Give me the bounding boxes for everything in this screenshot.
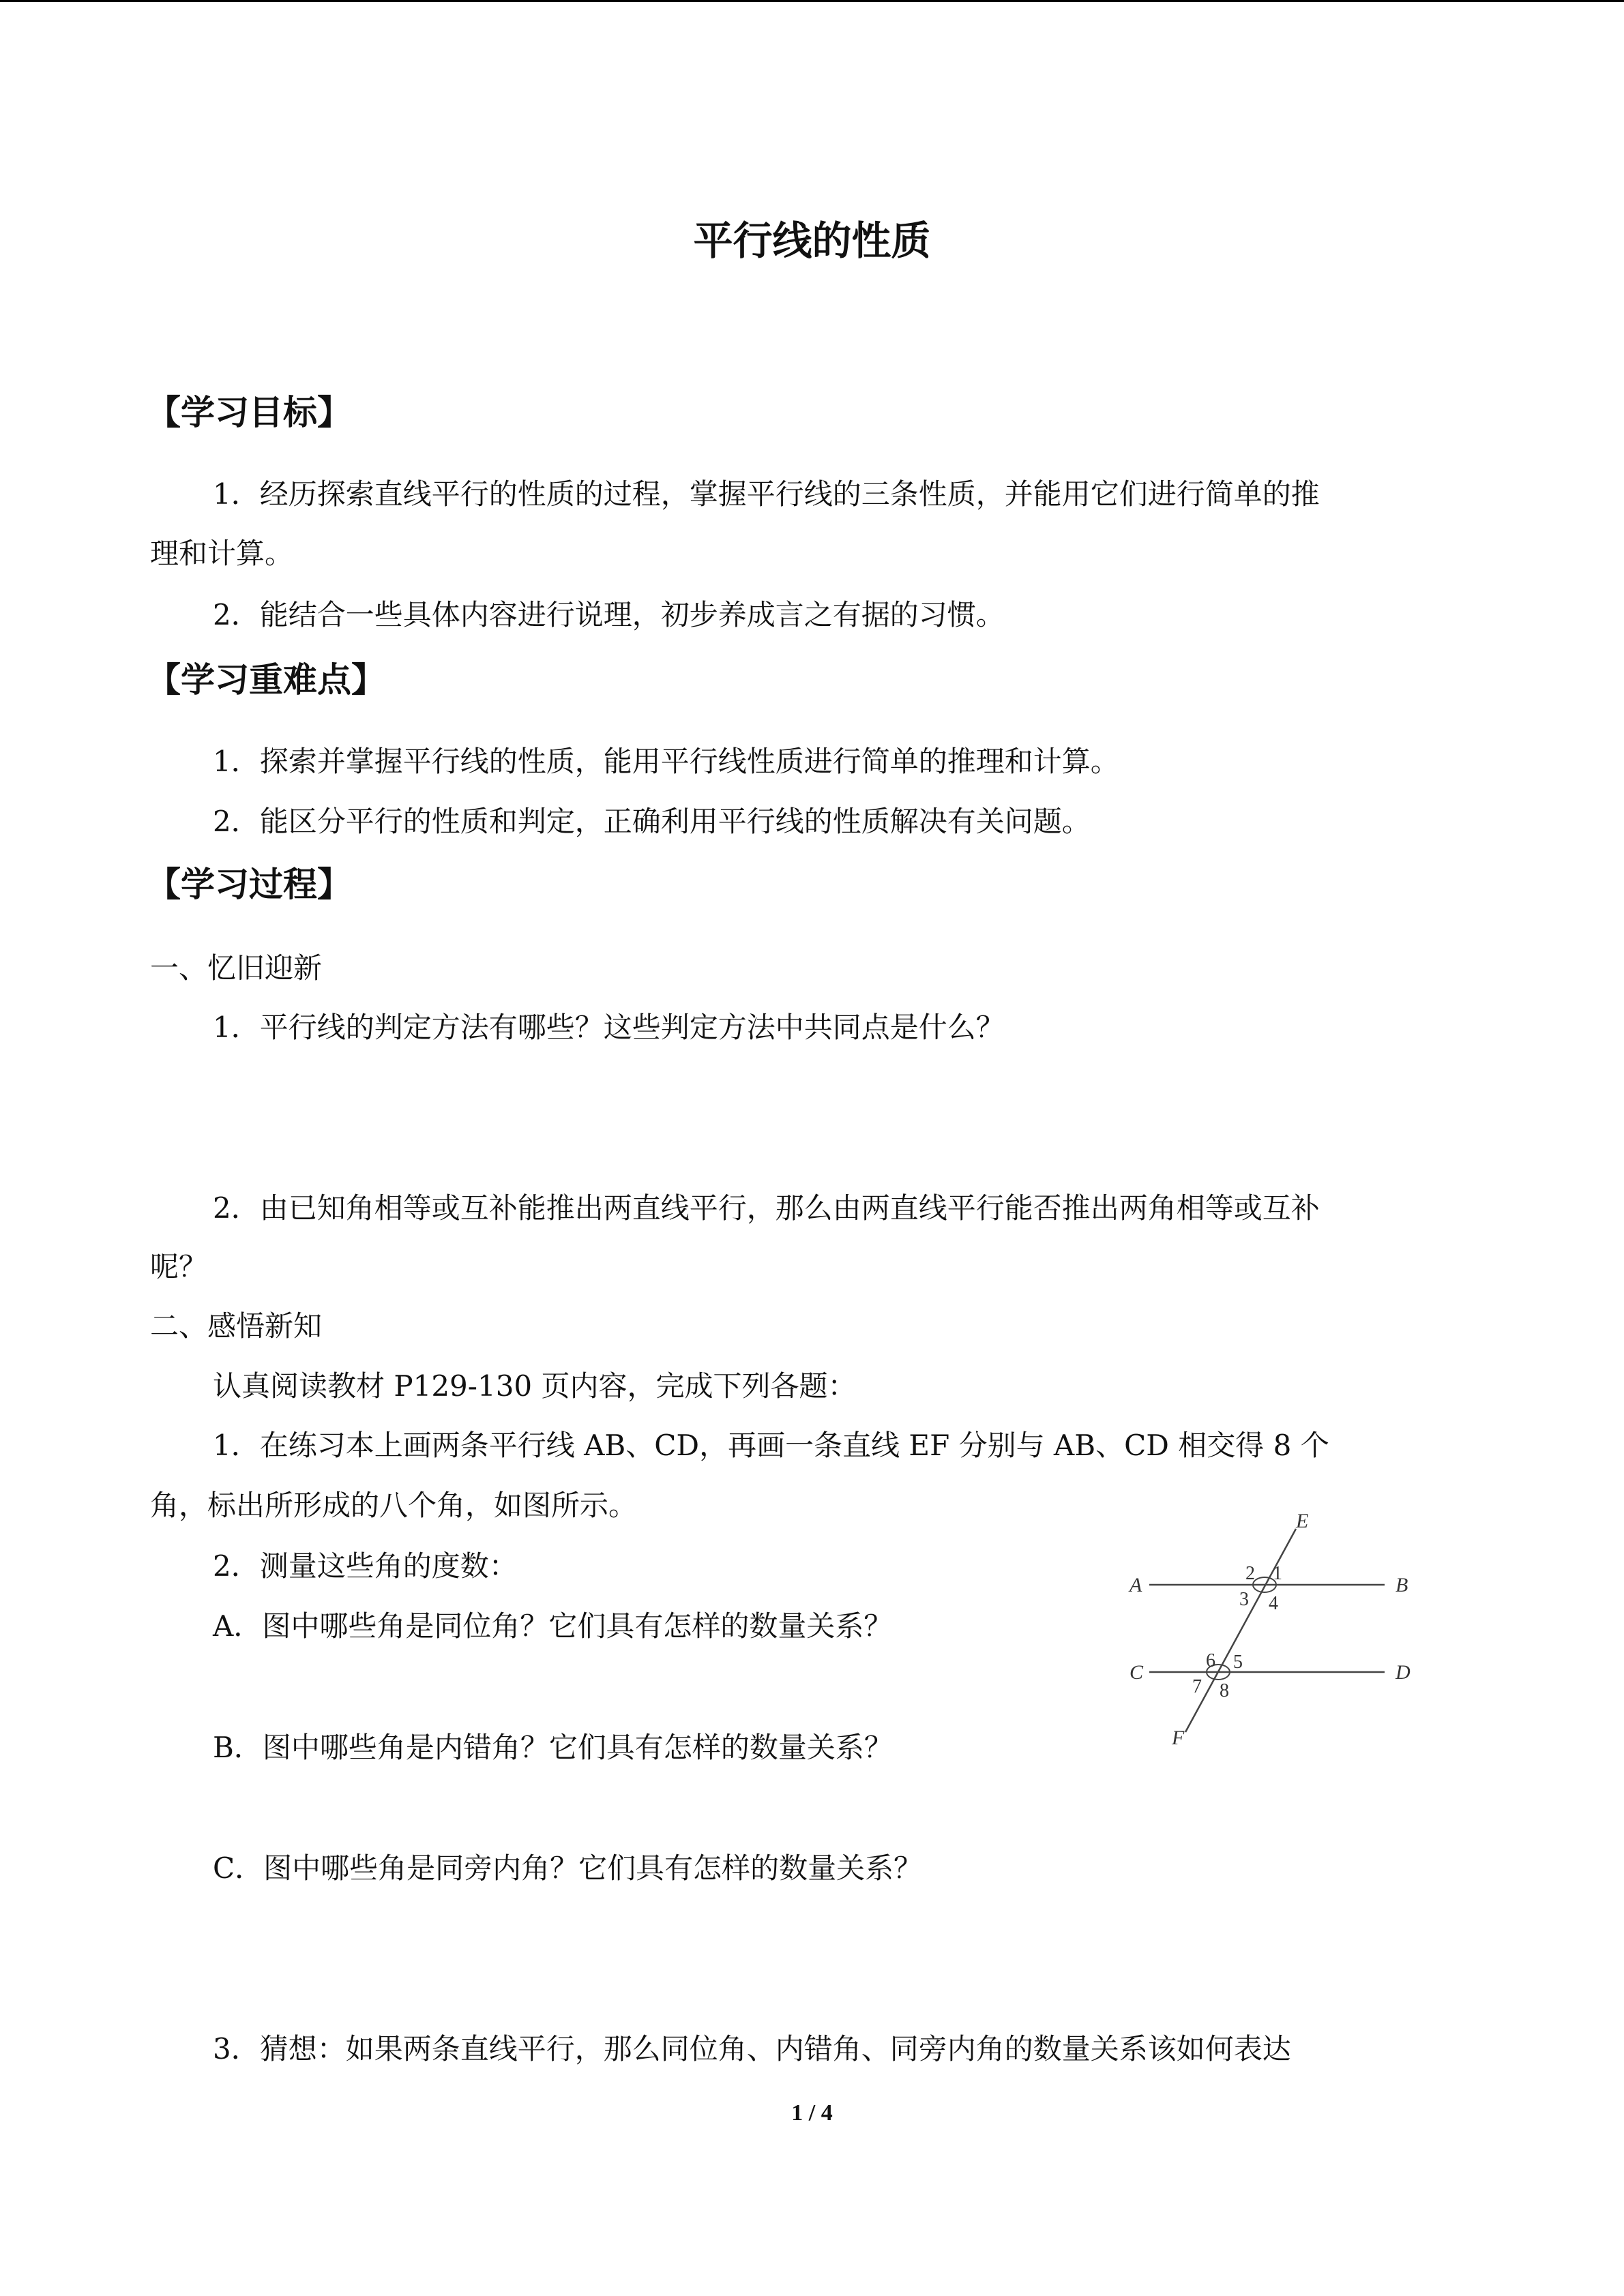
section-heading-process: 【学习过程】 <box>147 865 351 904</box>
angle-label-7: 7 <box>1192 1676 1202 1697</box>
part-2-question-1-line-1: 1．在练习本上画两条平行线 AB、CD，再画一条直线 EF 分别与 AB、CD 相交得 8 个 <box>213 1429 1329 1462</box>
label-b: B <box>1396 1574 1408 1596</box>
part-2-question-b: B．图中哪些角是内错角？它们具有怎样的数量关系？ <box>213 1731 893 1764</box>
angle-label-1: 1 <box>1273 1563 1282 1584</box>
angle-label-2: 2 <box>1245 1563 1255 1584</box>
label-f: F <box>1172 1727 1185 1749</box>
part-2-title: 二、感悟新知 <box>150 1309 323 1343</box>
angle-label-3: 3 <box>1239 1589 1249 1610</box>
transversal-ef <box>1185 1529 1296 1732</box>
label-d: D <box>1396 1661 1411 1684</box>
part-2-question-3: 3．猜想：如果两条直线平行，那么同位角、内错角、同旁内角的数量关系该如何表达 <box>213 2032 1291 2066</box>
part-2-intro: 认真阅读教材 P129-130 页内容，完成下列各题： <box>213 1369 857 1403</box>
angle-label-6: 6 <box>1206 1650 1215 1671</box>
part-1-title: 一、忆旧迎新 <box>150 951 323 985</box>
part-2-question-2: 2．测量这些角的度数： <box>213 1549 518 1583</box>
goal-item-2: 2．能结合一些具体内容进行说理，初步养成言之有据的习惯。 <box>213 598 1005 631</box>
parallel-lines-figure <box>1112 1514 1426 1759</box>
top-border-rule <box>0 0 1624 2</box>
section-heading-key-points: 【学习重难点】 <box>147 660 385 700</box>
key-point-item-1: 1．探索并掌握平行线的性质，能用平行线性质进行简单的推理和计算。 <box>213 745 1119 778</box>
label-e: E <box>1296 1514 1309 1532</box>
goal-item-1-line-1: 1．经历探索直线平行的性质的过程，掌握平行线的三条性质，并能用它们进行简单的推 <box>213 477 1320 511</box>
label-c: C <box>1130 1661 1144 1684</box>
angle-label-8: 8 <box>1220 1680 1229 1701</box>
page-number: 1 / 4 <box>791 2100 833 2126</box>
part-1-question-2-line-1: 2．由已知角相等或互补能推出两直线平行，那么由两直线平行能否推出两角相等或互补 <box>213 1191 1320 1225</box>
part-1-question-2-line-2: 呢？ <box>150 1250 208 1283</box>
part-2-question-c: C．图中哪些角是同旁内角？它们具有怎样的数量关系？ <box>213 1851 923 1885</box>
page-title: 平行线的性质 <box>693 218 931 264</box>
label-a: A <box>1130 1574 1142 1596</box>
section-heading-goals: 【学习目标】 <box>147 393 351 432</box>
goal-item-1-line-2: 理和计算。 <box>150 537 294 570</box>
part-1-question-1: 1．平行线的判定方法有哪些？这些判定方法中共同点是什么？ <box>213 1011 1005 1044</box>
key-point-item-2: 2．能区分平行的性质和判定，正确利用平行线的性质解决有关问题。 <box>213 805 1091 838</box>
angle-label-5: 5 <box>1233 1652 1243 1673</box>
part-2-question-a: A．图中哪些角是同位角？它们具有怎样的数量关系？ <box>213 1609 893 1643</box>
angle-label-4: 4 <box>1269 1593 1278 1614</box>
part-2-question-1-line-2: 角，标出所形成的八个角，如图所示。 <box>150 1489 638 1522</box>
